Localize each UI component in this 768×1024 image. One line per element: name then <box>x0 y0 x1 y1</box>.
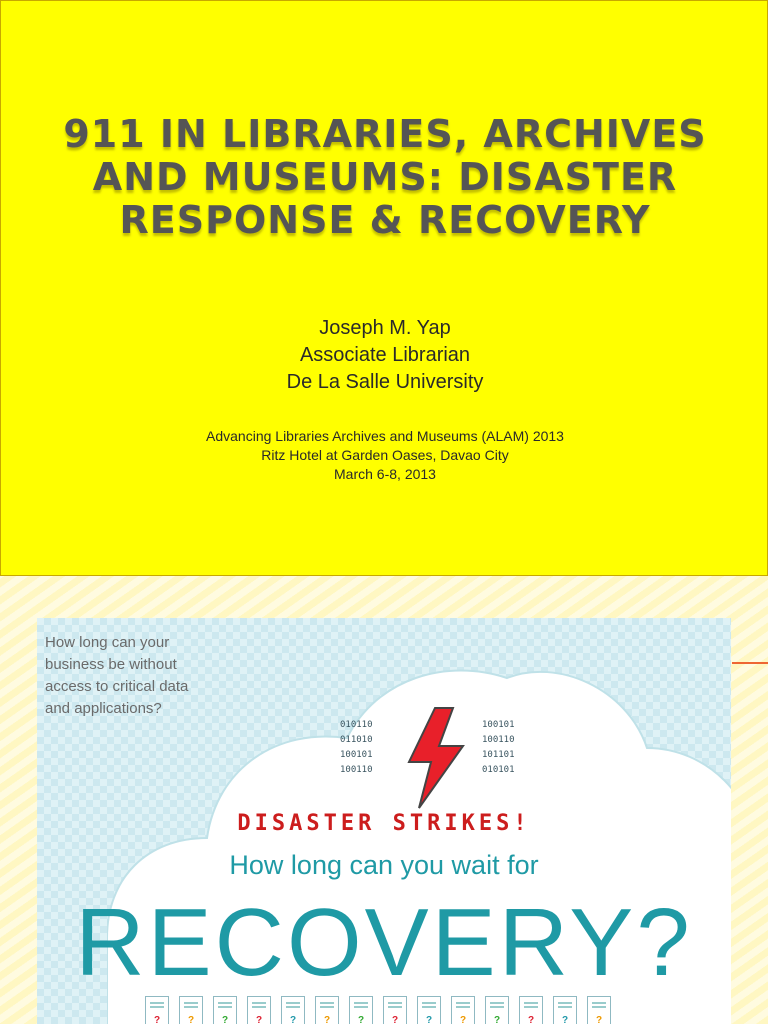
doc-mark: ? <box>527 1015 535 1024</box>
document-icon <box>383 996 407 1024</box>
document-icon <box>281 996 305 1024</box>
doc-mark: ? <box>459 1015 467 1024</box>
document-icon <box>587 996 611 1024</box>
lightning-bolt-icon <box>405 706 467 810</box>
document-icon <box>213 996 237 1024</box>
event-date: March 6-8, 2013 <box>334 466 436 482</box>
binary-line: 010101 <box>482 765 515 775</box>
poster-question <box>45 632 255 720</box>
title-line: RESPONSE & RECOVERY <box>119 198 651 242</box>
author-name: Joseph M. Yap <box>319 317 451 339</box>
title-line: 911 IN LIBRARIES, ARCHIVES <box>63 112 707 156</box>
document-icon <box>179 996 203 1024</box>
document-icon <box>553 996 577 1024</box>
author-block <box>1 315 768 396</box>
author-affiliation: De La Salle University <box>286 371 484 393</box>
document-icon <box>485 996 509 1024</box>
binary-line: 100110 <box>340 765 373 775</box>
doc-mark: ? <box>595 1015 603 1024</box>
document-icon <box>519 996 543 1024</box>
doc-mark: ? <box>357 1015 365 1024</box>
event-block <box>1 427 768 484</box>
doc-mark: ? <box>153 1015 161 1024</box>
doc-mark: ? <box>323 1015 331 1024</box>
document-icon <box>247 996 271 1024</box>
event-name: Advancing Libraries Archives and Museums (ALAM) 2013 <box>206 428 564 444</box>
question-line: business be without <box>45 656 177 673</box>
author-position: Associate Librarian <box>299 344 471 366</box>
accent-line <box>732 662 768 664</box>
document-icon <box>349 996 373 1024</box>
title-line: AND MUSEUMS: DISASTER <box>92 155 678 199</box>
question-line: How long can your <box>45 634 170 651</box>
document-icon <box>451 996 475 1024</box>
document-icon <box>145 996 169 1024</box>
binary-line: 100101 <box>482 720 515 730</box>
question-line: access to critical data <box>45 678 189 695</box>
doc-mark: ? <box>289 1015 297 1024</box>
document-icon <box>417 996 441 1024</box>
wait-text: How long can you wait for <box>229 850 539 880</box>
doc-mark: ? <box>187 1015 195 1024</box>
doc-mark: ? <box>391 1015 399 1024</box>
doc-mark: ? <box>221 1015 229 1024</box>
binary-line: 100101 <box>340 750 373 760</box>
slide-title <box>1 113 768 242</box>
event-venue: Ritz Hotel at Garden Oases, Davao City <box>261 447 509 463</box>
binary-line: 100110 <box>482 735 515 745</box>
second-slide <box>0 576 768 1024</box>
binary-left <box>340 718 373 778</box>
binary-line: 101101 <box>482 750 515 760</box>
document-icon <box>315 996 339 1024</box>
binary-line: 010110 <box>340 720 373 730</box>
binary-right <box>482 718 515 778</box>
question-line: and applications? <box>45 700 162 717</box>
disaster-strikes-text: DISASTER STRIKES! <box>237 811 531 836</box>
doc-mark: ? <box>561 1015 569 1024</box>
recovery-poster-image <box>37 618 731 1024</box>
doc-mark: ? <box>493 1015 501 1024</box>
binary-line: 011010 <box>340 735 373 745</box>
doc-mark: ? <box>425 1015 433 1024</box>
recovery-text: RECOVERY? <box>75 889 693 996</box>
doc-mark: ? <box>255 1015 263 1024</box>
